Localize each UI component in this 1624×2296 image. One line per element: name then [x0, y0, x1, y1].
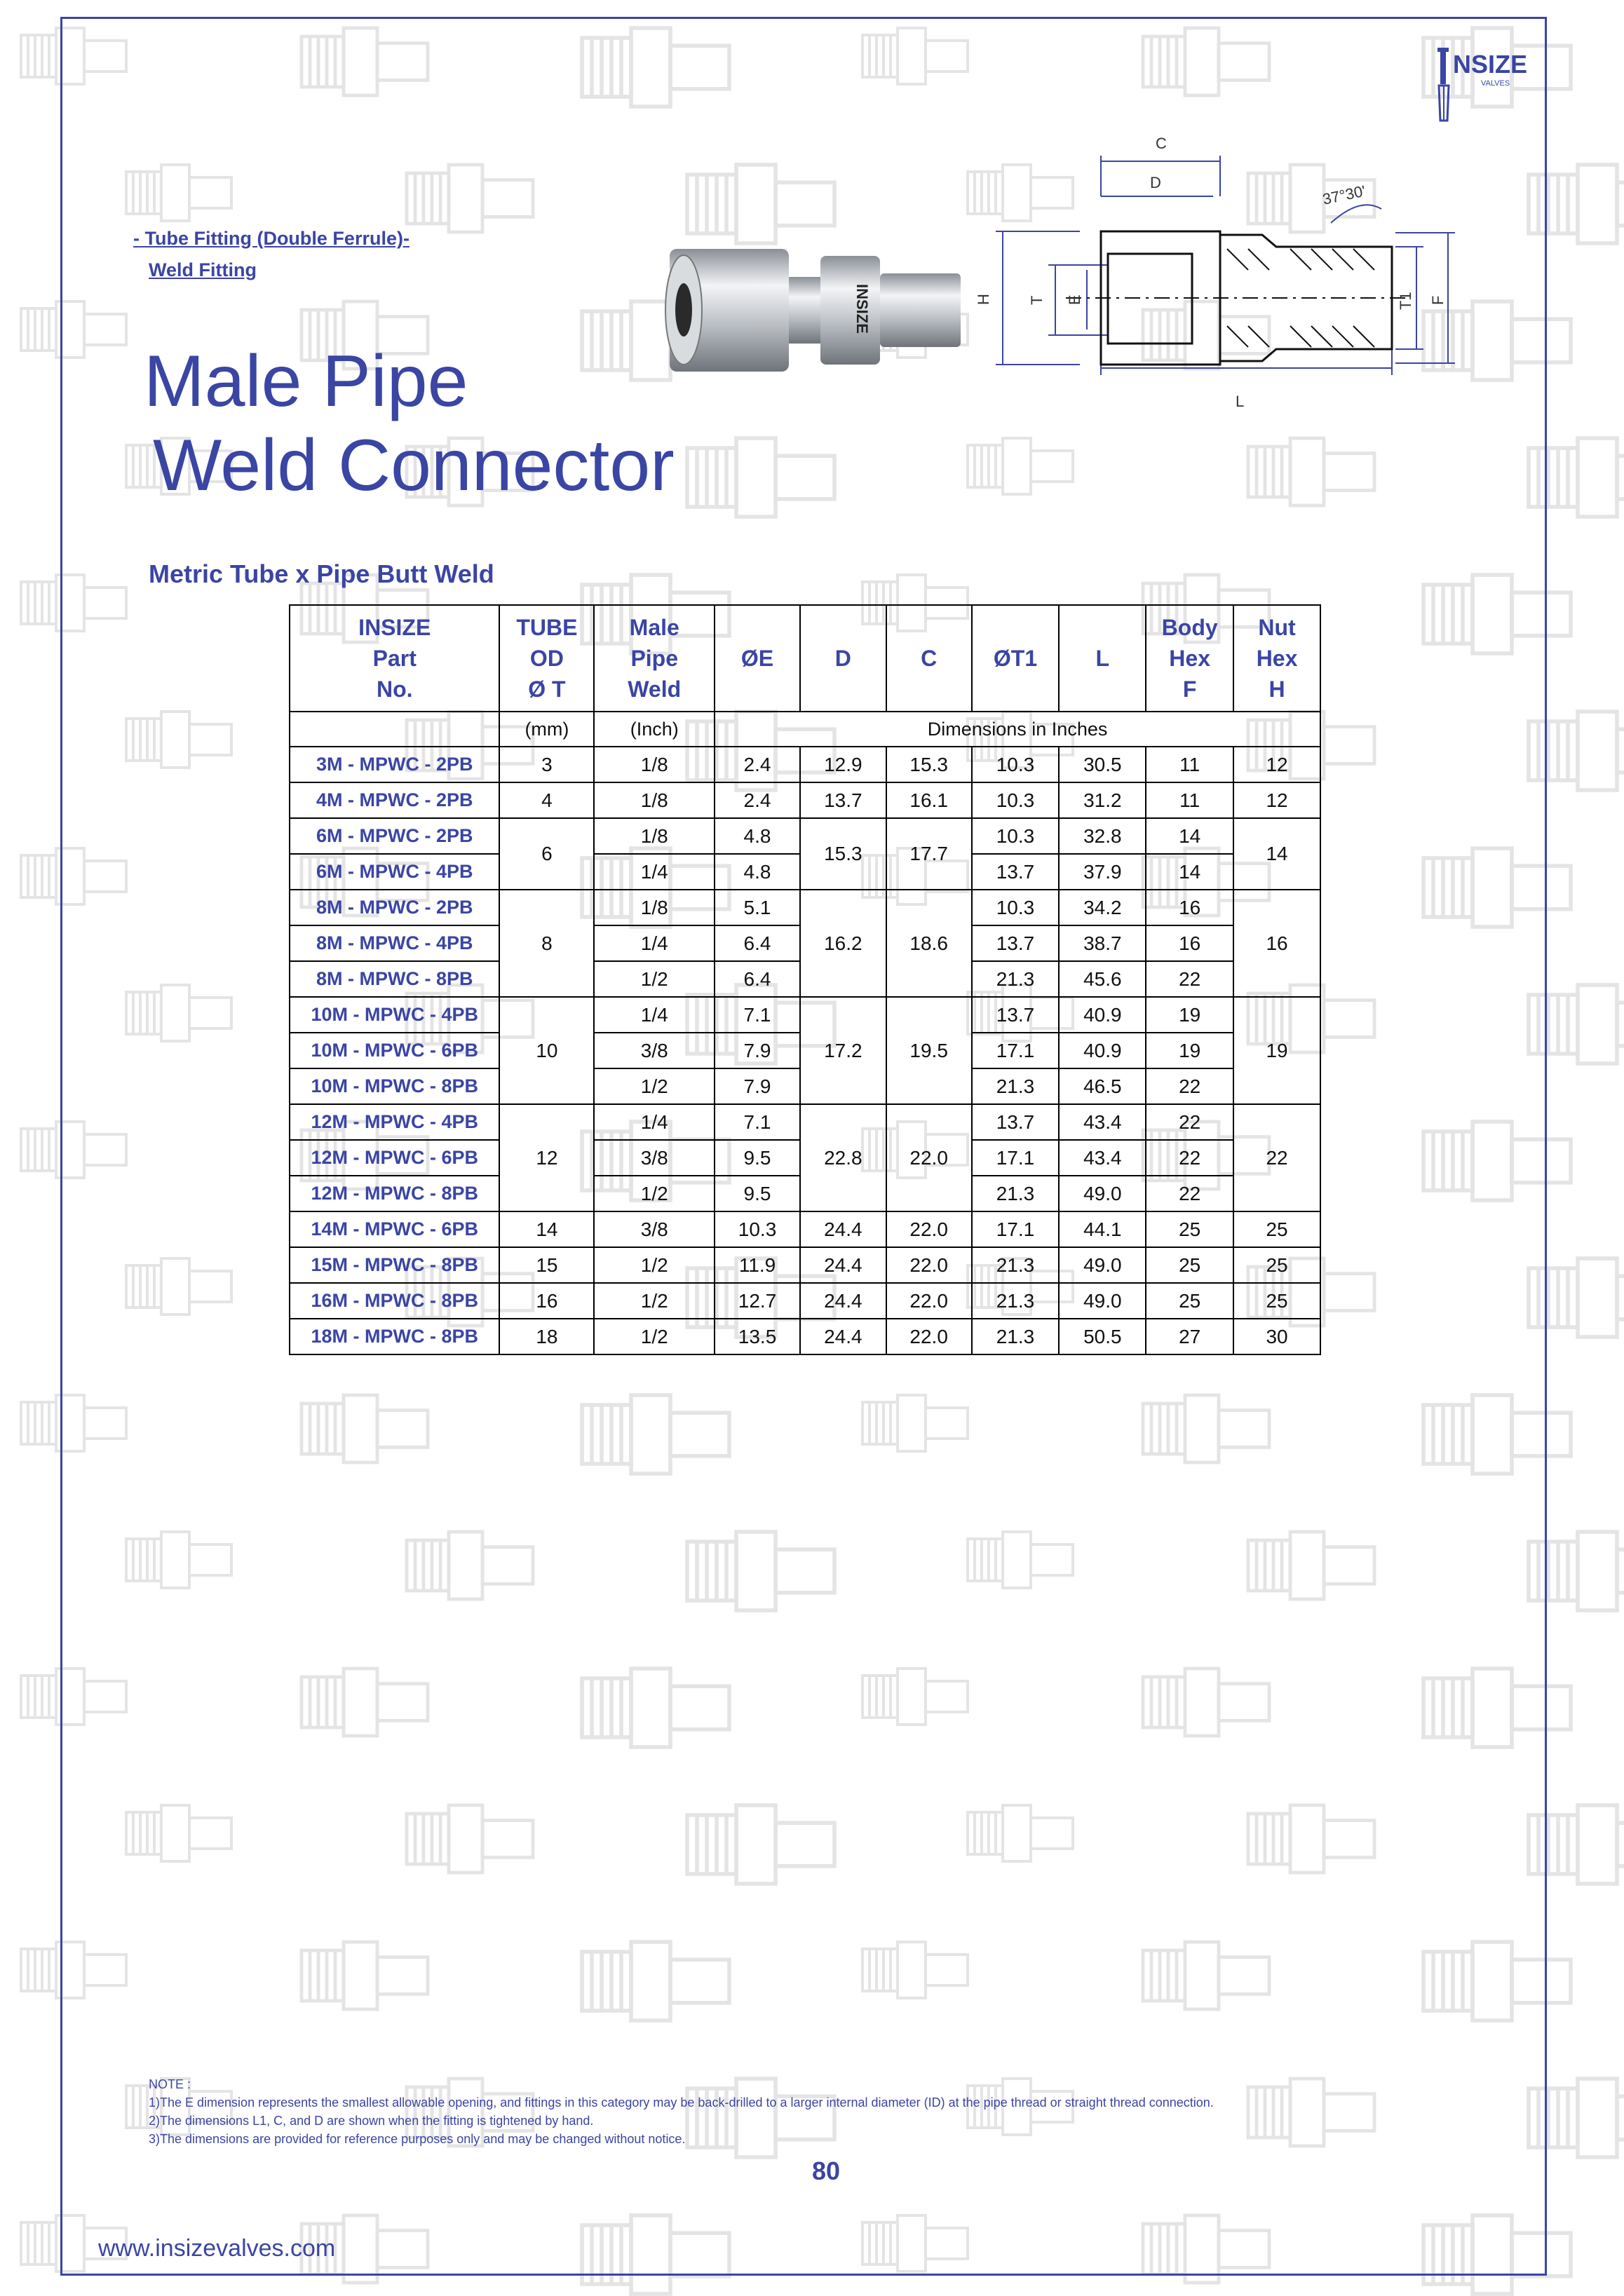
col-header-nut-hex: Nut Hex H: [1233, 605, 1320, 712]
cell-body-hex: 22: [1146, 1068, 1233, 1104]
cell-body-hex: 25: [1146, 1211, 1233, 1247]
cell-c: 22.0: [886, 1319, 972, 1354]
cell-t1: 21.3: [972, 1247, 1060, 1283]
cell-e: 11.9: [715, 1247, 800, 1283]
col-header-part: INSIZE Part No.: [290, 605, 499, 712]
part-number: 6M - MPWC - 4PB: [290, 854, 499, 890]
cell-tube: 4: [499, 782, 594, 818]
label-t: T: [1028, 295, 1046, 305]
cell-t1: 10.3: [972, 818, 1060, 854]
cell-nut-hex: 16: [1233, 890, 1320, 997]
part-number: 8M - MPWC - 4PB: [290, 925, 499, 961]
cell-c: 15.3: [886, 747, 972, 782]
cell-e: 9.5: [715, 1140, 800, 1176]
cell-pipe: 1/4: [594, 925, 715, 961]
cell-t1: 17.1: [972, 1140, 1060, 1176]
cell-d: 17.2: [800, 997, 886, 1104]
label-c: C: [1156, 135, 1167, 152]
cell-pipe: 1/4: [594, 854, 715, 890]
cell-t1: 21.3: [972, 1068, 1060, 1104]
cell-d: 13.7: [800, 782, 886, 818]
part-number: 12M - MPWC - 4PB: [290, 1104, 499, 1140]
table-row: [290, 1104, 1320, 1140]
cell-e: 6.4: [715, 925, 800, 961]
cell-l: 44.1: [1059, 1211, 1146, 1247]
cell-tube: 3: [499, 747, 594, 782]
cell-tube: 14: [499, 1211, 594, 1247]
cell-nut-hex: 19: [1233, 997, 1320, 1104]
cell-e: 4.8: [715, 854, 800, 890]
cell-e: 4.8: [715, 818, 800, 854]
col-header-c: C: [886, 605, 972, 712]
label-angle: 37°30': [1320, 182, 1367, 208]
cell-e: 13.5: [715, 1319, 800, 1354]
cell-e: 7.9: [715, 1068, 800, 1104]
cell-e: 10.3: [715, 1211, 800, 1247]
label-e: E: [1066, 294, 1083, 305]
cell-pipe: 3/8: [594, 1033, 715, 1068]
cell-t1: 13.7: [972, 997, 1060, 1033]
col-header-e: ØE: [715, 605, 800, 712]
col-header-l: L: [1059, 605, 1146, 712]
cell-t1: 21.3: [972, 1319, 1060, 1354]
cell-t1: 13.7: [972, 925, 1060, 961]
cell-e: 2.4: [715, 782, 800, 818]
cell-l: 43.4: [1059, 1140, 1146, 1176]
table-row: [290, 890, 1320, 925]
cell-pipe: 3/8: [594, 1140, 715, 1176]
note-item: 2)The dimensions L1, C, and D are shown when the fitting is tightened by hand.: [149, 2114, 594, 2128]
cell-l: 34.2: [1059, 890, 1146, 925]
table-row: [290, 1283, 1320, 1319]
svg-text:VALVES: VALVES: [1481, 79, 1510, 88]
cell-e: 6.4: [715, 961, 800, 997]
cell-d: 24.4: [800, 1247, 886, 1283]
cell-l: 49.0: [1059, 1247, 1146, 1283]
part-number: 14M - MPWC - 6PB: [290, 1211, 499, 1247]
cell-body-hex: 19: [1146, 1033, 1233, 1068]
cell-e: 7.1: [715, 997, 800, 1033]
page-title-line2: Weld Connector: [153, 425, 675, 506]
cell-tube: 18: [499, 1319, 594, 1354]
cell-body-hex: 14: [1146, 854, 1233, 890]
part-number: 10M - MPWC - 8PB: [290, 1068, 499, 1104]
cell-nut-hex: 22: [1233, 1104, 1320, 1211]
cell-e: 7.1: [715, 1104, 800, 1140]
cell-tube: 15: [499, 1247, 594, 1283]
cell-pipe: 1/2: [594, 1176, 715, 1211]
cell-body-hex: 22: [1146, 1140, 1233, 1176]
part-number: 10M - MPWC - 4PB: [290, 997, 499, 1033]
cell-t1: 13.7: [972, 854, 1060, 890]
table-row: [290, 782, 1320, 818]
dimension-drawing: [975, 126, 1494, 435]
cell-body-hex: 25: [1146, 1247, 1233, 1283]
cell-body-hex: 22: [1146, 961, 1233, 997]
cell-l: 40.9: [1059, 1033, 1146, 1068]
cell-nut-hex: 12: [1233, 782, 1320, 818]
cell-d: 12.9: [800, 747, 886, 782]
cell-c: 22.0: [886, 1104, 972, 1211]
cell-e: 7.9: [715, 1033, 800, 1068]
cell-c: 19.5: [886, 997, 972, 1104]
cell-nut-hex: 12: [1233, 747, 1320, 782]
cell-body-hex: 16: [1146, 890, 1233, 925]
label-h: H: [975, 294, 992, 305]
cell-t1: 13.7: [972, 1104, 1060, 1140]
cell-pipe: 1/2: [594, 1319, 715, 1354]
cell-tube: 10: [499, 997, 594, 1104]
svg-text:NSIZE: NSIZE: [1453, 50, 1528, 79]
cell-nut-hex: 14: [1233, 818, 1320, 890]
website-link[interactable]: www.insizevalves.com: [98, 2235, 336, 2262]
page-number: 80: [812, 2156, 841, 2185]
product-photo: [656, 235, 968, 386]
notes-block: [149, 2075, 1214, 2148]
units-dimensions: Dimensions in Inches: [715, 712, 1320, 747]
cell-l: 43.4: [1059, 1104, 1146, 1140]
col-header-male-pipe-weld: Male Pipe Weld: [594, 605, 715, 712]
part-number: 15M - MPWC - 8PB: [290, 1247, 499, 1283]
part-number: 8M - MPWC - 2PB: [290, 890, 499, 925]
cell-pipe: 1/2: [594, 961, 715, 997]
cell-l: 50.5: [1059, 1319, 1146, 1354]
table-subtitle: Metric Tube x Pipe Butt Weld: [149, 559, 494, 588]
table-row: [290, 747, 1320, 782]
cell-pipe: 1/4: [594, 1104, 715, 1140]
cell-t1: 10.3: [972, 747, 1060, 782]
cell-body-hex: 19: [1146, 997, 1233, 1033]
breadcrumb-subcategory[interactable]: Weld Fitting: [149, 259, 257, 280]
cell-l: 37.9: [1059, 854, 1146, 890]
label-l: L: [1236, 393, 1245, 410]
col-header-t1: ØT1: [972, 605, 1060, 712]
cell-nut-hex: 25: [1233, 1211, 1320, 1247]
svg-text:INSIZE: INSIZE: [853, 284, 871, 334]
units-tube: (mm): [499, 712, 594, 747]
cell-t1: 10.3: [972, 782, 1060, 818]
cell-pipe: 1/8: [594, 890, 715, 925]
specification-table: [289, 604, 1321, 1355]
cell-d: 16.2: [800, 890, 886, 997]
part-number: 3M - MPWC - 2PB: [290, 747, 499, 782]
col-header-tube-od: TUBE OD Ø T: [499, 605, 594, 712]
cell-c: 17.7: [886, 818, 972, 890]
cell-body-hex: 25: [1146, 1283, 1233, 1319]
cell-t1: 17.1: [972, 1211, 1060, 1247]
note-item: 3)The dimensions are provided for reference purposes only and may be changed without notice.: [149, 2132, 686, 2146]
part-number: 12M - MPWC - 8PB: [290, 1176, 499, 1211]
cell-body-hex: 22: [1146, 1176, 1233, 1211]
part-number: 12M - MPWC - 6PB: [290, 1140, 499, 1176]
cell-e: 2.4: [715, 747, 800, 782]
table-row: [290, 1247, 1320, 1283]
table-units-row: [290, 712, 1320, 747]
cell-body-hex: 14: [1146, 818, 1233, 854]
col-header-body-hex: Body Hex F: [1146, 605, 1233, 712]
cell-body-hex: 11: [1146, 782, 1233, 818]
breadcrumb-category[interactable]: - Tube Fitting (Double Ferrule)-: [133, 228, 410, 249]
cell-t1: 10.3: [972, 890, 1060, 925]
cell-e: 12.7: [715, 1283, 800, 1319]
part-number: 6M - MPWC - 2PB: [290, 818, 499, 854]
cell-d: 15.3: [800, 818, 886, 890]
cell-pipe: 1/2: [594, 1068, 715, 1104]
cell-pipe: 1/8: [594, 818, 715, 854]
cell-nut-hex: 30: [1233, 1319, 1320, 1354]
cell-body-hex: 22: [1146, 1104, 1233, 1140]
cell-l: 30.5: [1059, 747, 1146, 782]
label-t1: T1: [1397, 292, 1414, 310]
cell-body-hex: 16: [1146, 925, 1233, 961]
cell-l: 49.0: [1059, 1176, 1146, 1211]
page-title-line1: Male Pipe: [144, 341, 468, 422]
cell-e: 5.1: [715, 890, 800, 925]
cell-l: 49.0: [1059, 1283, 1146, 1319]
table-header-row: [290, 605, 1320, 712]
table-row: [290, 1211, 1320, 1247]
cell-l: 32.8: [1059, 818, 1146, 854]
table-row: [290, 1319, 1320, 1354]
cell-body-hex: 11: [1146, 747, 1233, 782]
cell-pipe: 1/8: [594, 747, 715, 782]
cell-c: 22.0: [886, 1283, 972, 1319]
cell-d: 24.4: [800, 1211, 886, 1247]
notes-heading: NOTE :: [149, 2077, 191, 2091]
units-pipe: (Inch): [594, 712, 715, 747]
cell-pipe: 1/4: [594, 997, 715, 1033]
cell-t1: 17.1: [972, 1033, 1060, 1068]
cell-t1: 21.3: [972, 961, 1060, 997]
units-blank: [290, 712, 499, 747]
cell-l: 46.5: [1059, 1068, 1146, 1104]
cell-t1: 21.3: [972, 1283, 1060, 1319]
cell-l: 31.2: [1059, 782, 1146, 818]
cell-pipe: 3/8: [594, 1211, 715, 1247]
part-number: 4M - MPWC - 2PB: [290, 782, 499, 818]
cell-c: 18.6: [886, 890, 972, 997]
cell-c: 22.0: [886, 1211, 972, 1247]
insize-valves-logo: [1437, 42, 1529, 126]
cell-tube: 12: [499, 1104, 594, 1211]
cell-d: 22.8: [800, 1104, 886, 1211]
col-header-d: D: [800, 605, 886, 712]
cell-d: 24.4: [800, 1283, 886, 1319]
cell-l: 45.6: [1059, 961, 1146, 997]
part-number: 8M - MPWC - 8PB: [290, 961, 499, 997]
cell-tube: 8: [499, 890, 594, 997]
cell-pipe: 1/8: [594, 782, 715, 818]
part-number: 10M - MPWC - 6PB: [290, 1033, 499, 1068]
cell-tube: 16: [499, 1283, 594, 1319]
cell-pipe: 1/2: [594, 1283, 715, 1319]
part-number: 16M - MPWC - 8PB: [290, 1283, 499, 1319]
cell-pipe: 1/2: [594, 1247, 715, 1283]
note-item: 1)The E dimension represents the smallest allowable opening, and fittings in this category may be back-drilled to a larger internal diameter (ID) at the pipe thread or straight thread connection.: [149, 2095, 1214, 2110]
label-f: F: [1429, 295, 1447, 305]
cell-c: 22.0: [886, 1247, 972, 1283]
table-row: [290, 997, 1320, 1033]
cell-d: 24.4: [800, 1319, 886, 1354]
part-number: 18M - MPWC - 8PB: [290, 1319, 499, 1354]
cell-l: 38.7: [1059, 925, 1146, 961]
cell-tube: 6: [499, 818, 594, 890]
table-row: [290, 818, 1320, 854]
cell-l: 40.9: [1059, 997, 1146, 1033]
cell-c: 16.1: [886, 782, 972, 818]
cell-nut-hex: 25: [1233, 1247, 1320, 1283]
cell-nut-hex: 25: [1233, 1283, 1320, 1319]
cell-body-hex: 27: [1146, 1319, 1233, 1354]
label-d: D: [1150, 174, 1161, 191]
cell-e: 9.5: [715, 1176, 800, 1211]
cell-t1: 21.3: [972, 1176, 1060, 1211]
